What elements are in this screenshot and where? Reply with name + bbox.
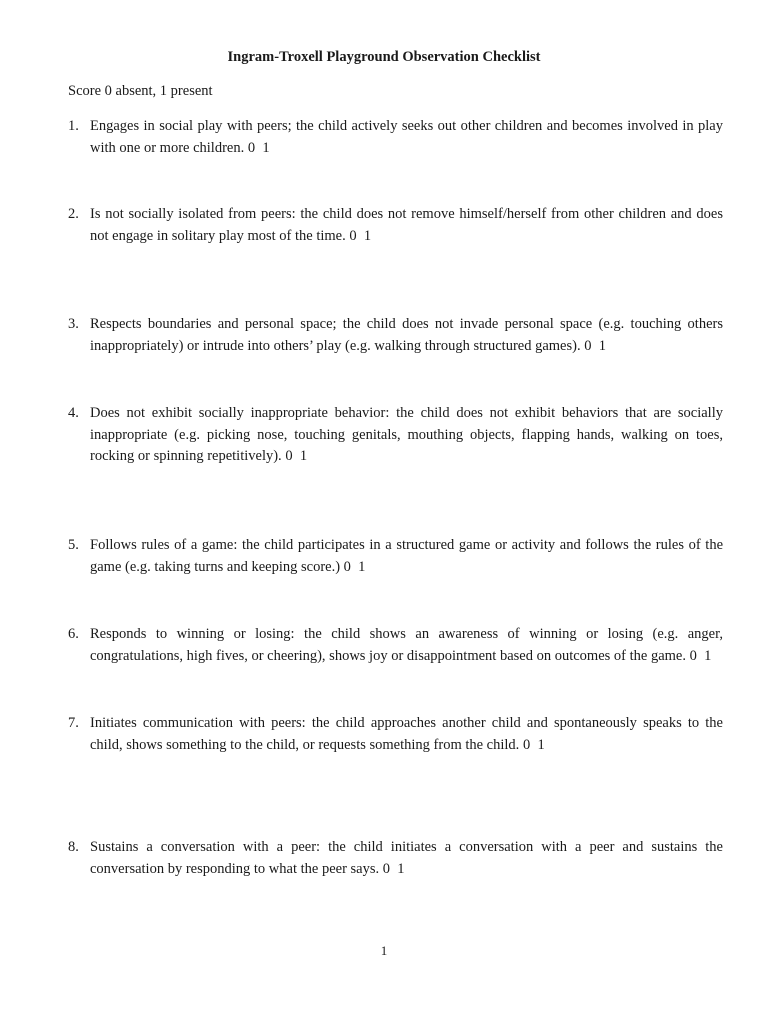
item-text bbox=[90, 204, 723, 247]
item-description: Follows rules of a game: the child participates in a structured game or activity and follows the rules of the game (e.g. taking turns and keeping score.) bbox=[90, 537, 723, 575]
item-description: Responds to winning or losing: the child shows an awareness of winning or losing (e.g. anger, congratulations, high fives, or cheering), shows joy or disappointment based on outcomes of the game. bbox=[90, 626, 723, 664]
item-score: 0 1 bbox=[281, 448, 308, 464]
item-number: 5. bbox=[68, 537, 79, 553]
item-score: 0 1 bbox=[244, 139, 270, 156]
checklist-item-2 bbox=[68, 204, 723, 247]
checklist-item-5 bbox=[68, 535, 723, 578]
checklist-item-7 bbox=[68, 713, 723, 756]
item-score: 0 1 bbox=[685, 647, 712, 664]
page-number: 1 bbox=[380, 943, 388, 958]
checklist-item-8 bbox=[68, 837, 723, 880]
item-number: 1. bbox=[68, 118, 79, 134]
checklist-item-6 bbox=[68, 624, 723, 667]
item-number: 2. bbox=[68, 206, 79, 222]
item-score: 0 1 bbox=[379, 860, 405, 877]
item-description: Respects boundaries and personal space; the child does not invade personal space (e.g. touching others inappropriately) or intrude into others’ play (e.g. walking through structured games). bbox=[90, 316, 723, 354]
item-text bbox=[90, 535, 723, 578]
document-title: Ingram-Troxell Playground Observation Checklist bbox=[227, 49, 541, 65]
item-score: 0 1 bbox=[340, 558, 366, 575]
item-number: 3. bbox=[68, 316, 79, 332]
score-legend: Score 0 absent, 1 present bbox=[68, 83, 213, 99]
item-description: Engages in social play with peers; the child actively seeks out other children and becomes involved in play with one or more children. bbox=[90, 118, 723, 156]
item-description: Initiates communication with peers: the child approaches another child and spontaneously speaks to the child, shows something to the child, or requests something from the child. bbox=[90, 715, 723, 753]
item-number: 6. bbox=[68, 626, 79, 642]
item-score: 0 1 bbox=[580, 337, 606, 354]
item-text bbox=[90, 713, 723, 756]
checklist-item-4 bbox=[68, 403, 723, 468]
item-number: 7. bbox=[68, 715, 79, 731]
item-text bbox=[90, 837, 723, 880]
checklist-item-3 bbox=[68, 314, 723, 357]
item-score: 0 1 bbox=[519, 736, 545, 753]
item-score: 0 1 bbox=[345, 227, 372, 244]
item-text bbox=[90, 624, 723, 667]
checklist-item-1 bbox=[68, 116, 723, 159]
item-description: Sustains a conversation with a peer: the child initiates a conversation with a peer and sustains the conversation by responding to what the peer says. bbox=[90, 839, 723, 877]
item-number: 8. bbox=[68, 839, 79, 855]
item-number: 4. bbox=[68, 405, 79, 421]
item-text bbox=[90, 314, 723, 357]
item-text bbox=[90, 116, 723, 159]
item-text bbox=[90, 403, 723, 468]
item-description: Does not exhibit socially inappropriate behavior: the child does not exhibit behaviors that are socially inappropriate (e.g. picking nose, touching genitals, mouthing objects, flapping hands, walking on toes, rocking or spinning repetitively). bbox=[90, 405, 723, 464]
item-description: Is not socially isolated from peers: the child does not remove himself/herself from other children and does not engage in solitary play most of the time. bbox=[90, 206, 723, 244]
